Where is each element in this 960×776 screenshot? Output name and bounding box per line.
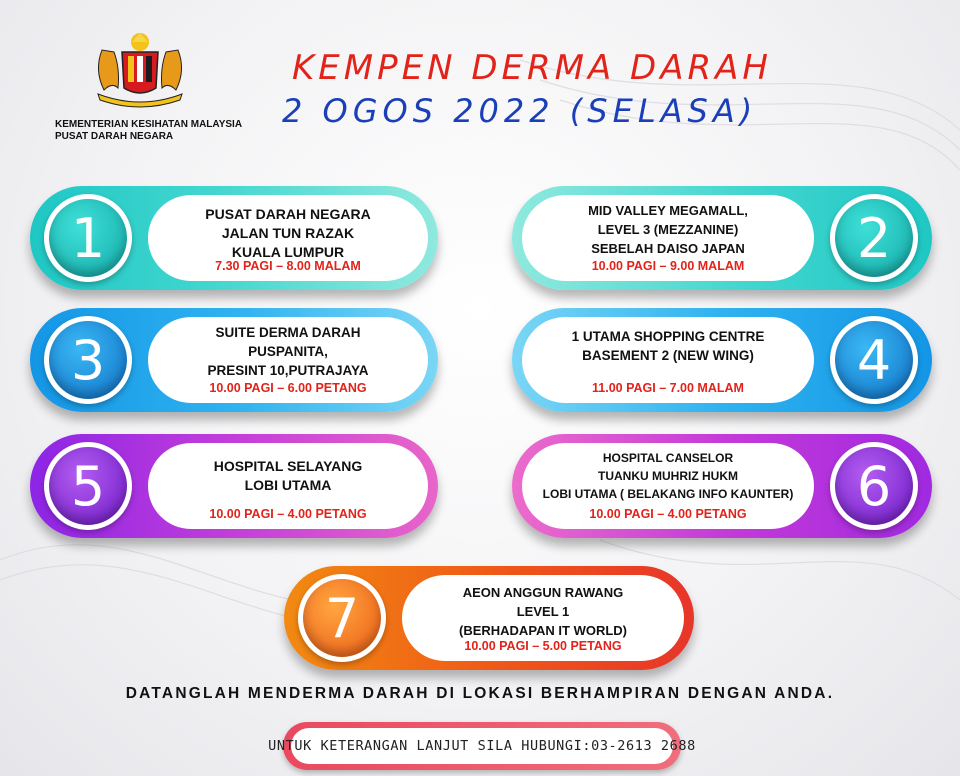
location-address-line: LOBI UTAMA (244, 477, 332, 493)
contact-info: UNTUK KETERANGAN LANJUT SILA HUBUNGI:03-2613 2688 (268, 738, 696, 754)
location-address-line: HOSPITAL SELAYANG (213, 458, 363, 474)
location-card-6 (512, 434, 932, 538)
location-number-badge: 4 (830, 316, 918, 404)
location-address-line: AEON ANGGUN RAWANG (462, 585, 624, 600)
location-hours: 10.00 PAGI – 4.00 PETANG (209, 507, 367, 521)
coat-of-arms-logo (84, 30, 196, 110)
location-address-line: KUALA LUMPUR (231, 244, 345, 260)
location-address-line: SEBELAH DAISO JAPAN (591, 241, 745, 256)
location-address-line: (BERHADAPAN IT WORLD) (458, 623, 628, 638)
location-card-7 (284, 566, 694, 670)
campaign-date: 2 OGOS 2022 (SELASA) (282, 92, 758, 130)
location-card-5 (30, 434, 438, 538)
location-number-badge: 7 (298, 574, 386, 662)
location-address-line: TUANKU MUHRIZ HUKM (598, 469, 738, 483)
location-card-3 (30, 308, 438, 412)
campaign-title: KEMPEN DERMA DARAH (292, 48, 772, 88)
location-address-line: LEVEL 3 (MEZZANINE) (597, 222, 739, 237)
location-address-line: JALAN TUN RAZAK (221, 225, 355, 241)
org-subname: PUSAT DARAH NEGARA (55, 131, 174, 142)
location-hours: 10.00 PAGI – 4.00 PETANG (589, 507, 747, 521)
location-number-badge: 2 (830, 194, 918, 282)
location-address-line: 1 UTAMA SHOPPING CENTRE (571, 329, 765, 344)
location-card-4 (512, 308, 932, 412)
location-address-line: BASEMENT 2 (NEW WING) (582, 348, 754, 363)
location-address-line: PUSAT DARAH NEGARA (205, 206, 371, 222)
location-card-2 (512, 186, 932, 290)
org-name: KEMENTERIAN KESIHATAN MALAYSIA (55, 119, 243, 130)
location-hours: 11.00 PAGI – 7.00 MALAM (592, 381, 744, 395)
location-hours: 7.30 PAGI – 8.00 MALAM (215, 259, 361, 273)
location-number-badge: 1 (44, 194, 132, 282)
location-hours: 10.00 PAGI – 6.00 PETANG (209, 381, 367, 395)
location-number-badge: 5 (44, 442, 132, 530)
location-hours: 10.00 PAGI – 9.00 MALAM (591, 259, 745, 273)
contact-banner (268, 722, 696, 770)
location-card-1 (30, 186, 438, 290)
location-hours: 10.00 PAGI – 5.00 PETANG (464, 639, 622, 653)
location-address-line: LEVEL 1 (516, 604, 570, 619)
location-number-badge: 3 (44, 316, 132, 404)
location-address-line: LOBI UTAMA ( BELAKANG INFO KAUNTER) (542, 487, 794, 501)
location-address-line: PRESINT 10,PUTRAJAYA (207, 363, 369, 378)
location-address-line: PUSPANITA, (248, 344, 328, 359)
location-number-badge: 6 (830, 442, 918, 530)
location-address-line: MID VALLEY MEGAMALL, (588, 203, 748, 218)
call-to-action-text: DATANGLAH MENDERMA DARAH DI LOKASI BERHAMPIRAN DENGAN ANDA. (125, 685, 835, 702)
location-address-line: HOSPITAL CANSELOR (602, 451, 734, 465)
location-address-line: SUITE DERMA DARAH (215, 325, 361, 340)
